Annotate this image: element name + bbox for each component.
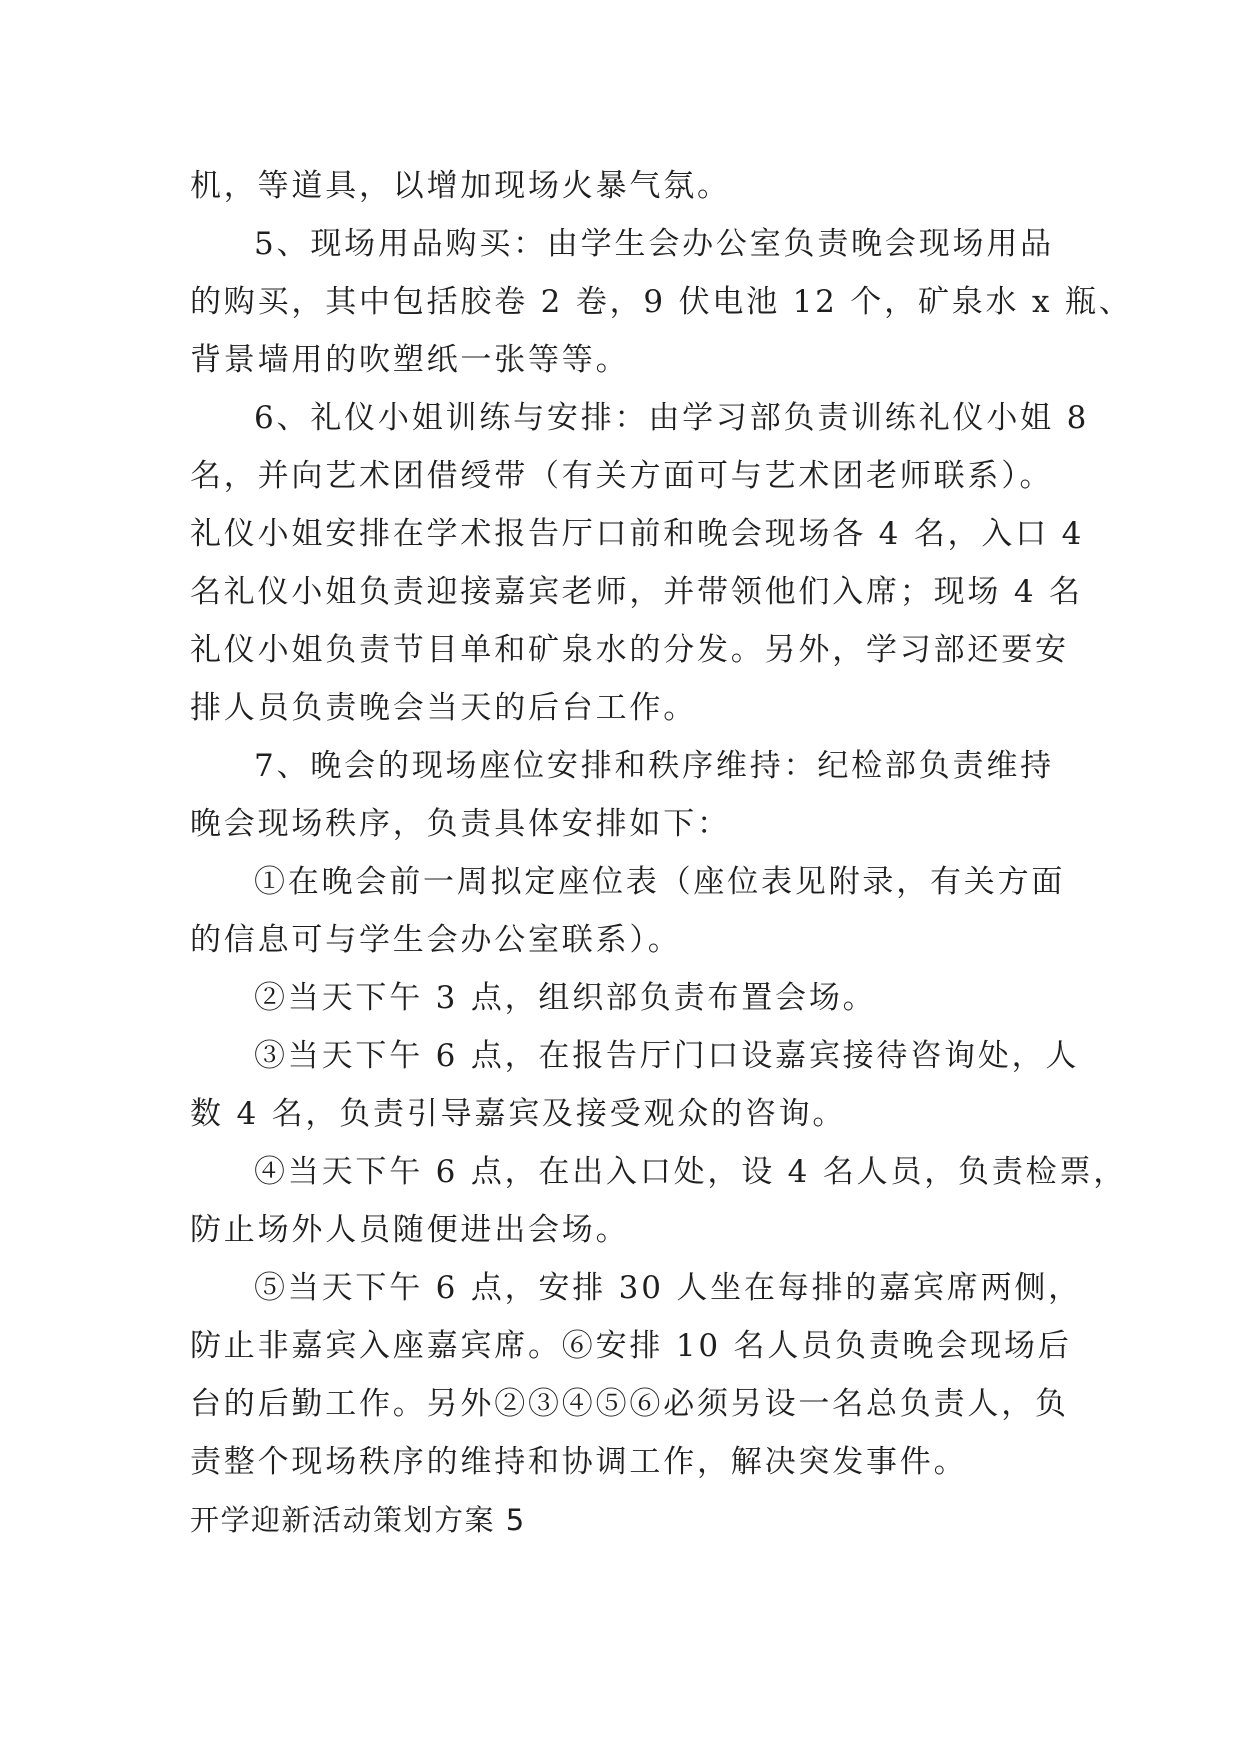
list-item-line: ①在晚会前一周拟定座位表（座位表见附录，有关方面 xyxy=(254,864,1066,900)
text-line: 礼仪小姐安排在学术报告厅口前和晚会现场各 4 名，入口 4 xyxy=(190,516,1085,552)
text-line: 的购买，其中包括胶卷 2 卷，9 伏电池 12 个，矿泉水 x 瓶、 xyxy=(190,284,1133,320)
paragraph-start-line: 5、现场用品购买：由学生会办公室负责晚会现场用品 xyxy=(254,226,1054,262)
text-line: 排人员负责晚会当天的后台工作。 xyxy=(190,690,697,726)
text-line: 的信息可与学生会办公室联系）。 xyxy=(190,922,682,958)
paragraph-start-line: 6、礼仪小姐训练与安排：由学习部负责训练礼仪小姐 8 xyxy=(254,400,1090,436)
text-line: 防止非嘉宾入座嘉宾席。⑥安排 10 名人员负责晚会现场后 xyxy=(190,1328,1072,1364)
text-line: 防止场外人员随便进出会场。 xyxy=(190,1212,630,1248)
text-line: 台的后勤工作。另外②③④⑤⑥必须另设一名总负责人，负 xyxy=(190,1386,1069,1422)
text-line: 背景墙用的吹塑纸一张等等。 xyxy=(190,342,630,378)
list-item-line: ④当天下午 6 点，在出入口处，设 4 名人员，负责检票， xyxy=(254,1154,1128,1190)
list-item-line: ③当天下午 6 点，在报告厅门口设嘉宾接待咨询处，人 xyxy=(254,1038,1080,1074)
text-line: 机，等道具，以增加现场火暴气氛。 xyxy=(190,168,731,204)
text-line: 礼仪小姐负责节目单和矿泉水的分发。另外，学习部还要安 xyxy=(190,632,1069,668)
text-line: 名礼仪小姐负责迎接嘉宾老师，并带领他们入席；现场 4 名 xyxy=(190,574,1083,610)
text-line: 数 4 名，负责引导嘉宾及接受观众的咨询。 xyxy=(190,1096,847,1132)
text-line: 名，并向艺术团借绶带（有关方面可与艺术团老师联系）。 xyxy=(190,458,1054,494)
text-line: 责整个现场秩序的维持和协调工作，解决突发事件。 xyxy=(190,1444,968,1480)
list-item-line: ②当天下午 3 点，组织部负责布置会场。 xyxy=(254,980,877,1016)
paragraph-start-line: 7、晚会的现场座位安排和秩序维持：纪检部负责维持 xyxy=(254,748,1054,784)
text-line: 晚会现场秩序，负责具体安排如下： xyxy=(190,806,731,842)
list-item-line: ⑤当天下午 6 点，安排 30 人坐在每排的嘉宾席两侧， xyxy=(254,1270,1082,1306)
section-title: 开学迎新活动策划方案 5 xyxy=(190,1503,526,1537)
